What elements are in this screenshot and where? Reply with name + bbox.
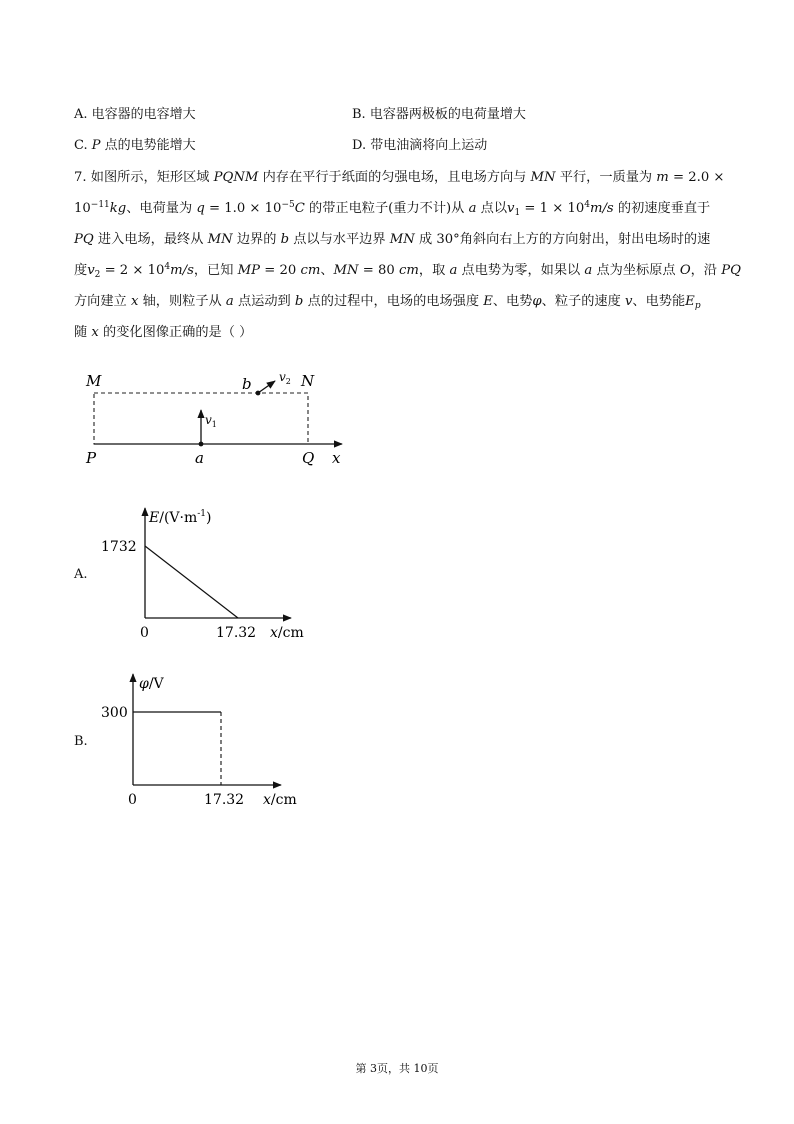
- a-x-value: 17.32: [216, 625, 257, 641]
- b-x-label: x/cm: [263, 792, 297, 808]
- question-line-2: $10^{-11}kg$、电荷量为 $q = 1.0 \times 10^{-5}C$ 的带正电粒子(重力不计)从 a 点以$v_1 = 1 \times 10^4m/s$ 的初速度垂直于: [74, 200, 711, 218]
- b-origin: 0: [128, 792, 137, 808]
- a-x-label: x/cm: [270, 625, 304, 641]
- question-line-1: 7. 如图所示，矩形区域 PQNM 内存在平行于纸面的匀强电场，且电场方向与 MN 平行，一质量为 m = 2.0 ×: [74, 170, 725, 185]
- b-x-value: 17.32: [204, 792, 245, 808]
- label-P: P: [86, 449, 97, 467]
- label-v2: $v_2$: [279, 370, 291, 386]
- question-line-5: 方向建立 x 轴，则粒子从 a 点运动到 b 点的过程中，电场的电场强度 E、电势φ、粒子的速度 v、电势能$E_p$: [74, 294, 701, 311]
- field-diagram: [70, 360, 370, 475]
- a-origin: 0: [140, 625, 149, 641]
- b-y-label: φ/V: [139, 676, 164, 692]
- a-data-line: [145, 546, 238, 618]
- question-line-3: PQ 进入电场，最终从 MN 边界的 b 点以与水平边界 MN 成 30°角斜向右上方的方向射出，射出电场时的速: [74, 232, 711, 247]
- b-y-value: 300: [101, 705, 128, 721]
- option-d-prev: D. 带电油滴将向上运动: [352, 138, 488, 153]
- question-line-6: 随 x 的变化图像正确的是（ ）: [74, 325, 253, 340]
- choice-a-label: A.: [74, 567, 88, 582]
- label-b: b: [242, 375, 252, 393]
- a-y-label: $E/(V\cdot m^{-1})$: [149, 509, 212, 526]
- option-a-prev: A. 电容器的电容增大: [74, 107, 196, 122]
- question-line-4: 度$v_2 = 2 \times 10^4m/s$，已知 MP = 20 cm、MN = 80 cm，取 a 点电势为零，如果以 a 点为坐标原点 O，沿 PQ: [74, 262, 741, 280]
- choice-b-label: B.: [74, 734, 88, 749]
- choice-b-graph: [95, 668, 315, 813]
- a-y-value: 1732: [101, 539, 137, 555]
- page-footer: 第 3页，共 10页: [355, 1062, 439, 1075]
- choice-a-graph: [95, 500, 315, 645]
- label-N: N: [301, 372, 315, 390]
- option-b-prev: B. 电容器两极板的电荷量增大: [352, 107, 526, 122]
- label-v1: $v_1$: [205, 413, 217, 429]
- option-c-prev: C. P 点的电势能增大: [74, 138, 196, 153]
- label-x: x: [332, 449, 341, 467]
- point-a: [199, 442, 204, 447]
- label-M: M: [86, 372, 102, 390]
- v2-arrow: [258, 381, 275, 393]
- label-Q: Q: [302, 449, 315, 467]
- label-a: a: [195, 449, 204, 467]
